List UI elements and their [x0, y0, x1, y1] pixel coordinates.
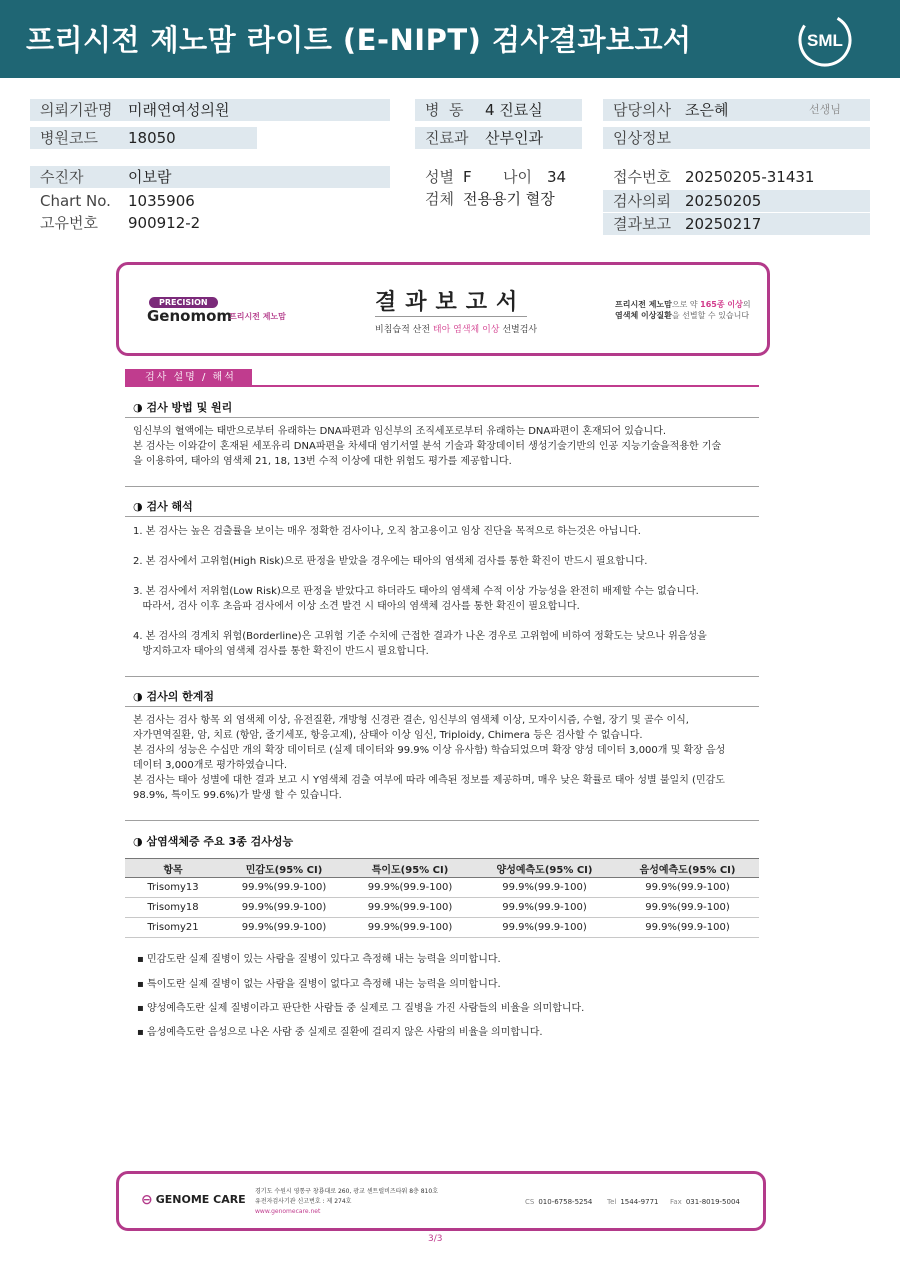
sex-label: 성별: [425, 168, 454, 186]
sml-logo-icon: [797, 12, 853, 68]
ward-label: 병 동: [425, 101, 464, 119]
method-text: [133, 424, 759, 469]
interpretation-line: 1. 본 검사는 높은 검출률을 보이는 매우 정확한 검사이나, 오직 참고용이고 임상 진단을 목적으로 하는것은 아닙니다.: [133, 526, 641, 537]
interpretation-line: 따라서, 검사 이후 초음파 검사에서 이상 소견 발견 시 태아의 염색체 검사를 통한 확진이 필요합니다.: [133, 601, 580, 612]
note-text: 양성예측도란 실제 질병이라고 판단한 사람들 중 실제로 그 질병을 가진 사람들의 비율을 의미합니다.: [146, 1003, 585, 1014]
table-cell: 99.9%(99.9-100): [616, 898, 759, 918]
ward-field: [415, 99, 582, 121]
interpretation-bottom-rule: [125, 676, 759, 677]
table-cell: 99.9%(99.9-100): [221, 898, 347, 918]
card-side-l1a: 프리시전 제노맘: [615, 300, 672, 309]
card-title: 결과보고서: [375, 290, 527, 315]
interpretation-line: 방지하고자 태아의 염색체 검사를 통한 확진이 반드시 필요합니다.: [133, 646, 429, 657]
performance-header-row: [125, 859, 759, 878]
footer-tel: [607, 1198, 659, 1206]
method-rule: [125, 417, 759, 418]
card-subtitle-post: 선별검사: [499, 325, 538, 335]
card-side-l2b: 을 선별할 수 있습니다: [671, 311, 750, 320]
specimen-field: [415, 188, 582, 210]
tel-label: Tel: [607, 1198, 617, 1206]
interpretation-line: 4. 본 검사의 경계치 위험(Borderline)은 고위험 기준 수치에 근접한 결과가 나온 경우로 고위험에 비하여 정확도는 낮으나 위음성을: [133, 631, 707, 642]
interpretation-line: 3. 본 검사에서 저위험(Low Risk)으로 판정을 받았다고 하더라도 태아의 염색체 수적 이상 가능성을 완전히 배제할 수는 없습니다.: [133, 586, 699, 597]
performance-heading-text: 삼염색체증 주요 3종 검사성능: [146, 835, 294, 848]
request-date-value: 20250205: [685, 192, 762, 210]
card-subtitle-highlight: 태아 염색체 이상: [432, 325, 500, 335]
limitations-line: 데이터 3,000개로 평가하였습니다.: [133, 760, 288, 771]
table-row: [125, 918, 759, 938]
limitations-bottom-rule: [125, 820, 759, 821]
page-number: 3/3: [428, 1234, 443, 1244]
hospital-code-value: 18050: [128, 129, 176, 147]
limitations-rule: [125, 706, 759, 707]
interpretation-heading: ◑ 검사 해석: [133, 500, 193, 513]
doctor-field: [603, 99, 870, 121]
specimen-label: 검체: [425, 190, 454, 208]
interpretation-line: 2. 본 검사에서 고위험(High Risk)으로 판정을 받았을 경우에는 태아의 염색체 검사를 통한 확진이 반드시 필요합니다.: [133, 556, 648, 567]
chart-no-label: Chart No.: [40, 192, 111, 210]
card-subtitle-pre: 비침습적 산전: [375, 325, 433, 335]
card-title-divider: [375, 316, 527, 317]
limitations-line: 자가면역질환, 암, 치료 (항암, 줄기세포, 항응고제), 삼태아 이상 임신, Triploidy, Chimera 등은 검사할 수 없습니다.: [133, 730, 643, 741]
method-bottom-rule: [125, 486, 759, 487]
tel-value: 1544-9771: [620, 1198, 659, 1206]
note-item: ▪ 특이도란 실제 질병이 없는 사람을 질병이 없다고 측정해 내는 능력을 의미합니다.: [137, 979, 501, 990]
table-cell: 99.9%(99.9-100): [221, 918, 347, 938]
footer-website: www.genomecare.net: [255, 1208, 321, 1215]
column-header: 특이도(95% CI): [347, 859, 473, 878]
method-line: 본 검사는 이와같이 혼재된 세포유리 DNA파편을 차세대 염기서열 분석 기술과 확장데이터 생성기술기반의 인공 지능기술을적용한 기술: [133, 441, 722, 452]
unique-no-field: [30, 212, 390, 234]
genome-care-logo-text: GENOME CARE: [155, 1193, 246, 1206]
card-side-l2a: 염색체 이상질환: [615, 311, 672, 320]
table-cell: 99.9%(99.9-100): [616, 918, 759, 938]
card-side-l1c: 165종 이상: [700, 300, 743, 309]
institution-value: 미래연여성의원: [128, 101, 230, 119]
department-label: 진료과: [425, 129, 469, 147]
column-header: 양성예측도(95% CI): [473, 859, 616, 878]
note-text: 음성예측도란 음성으로 나온 사람 중 실제로 질환에 걸리지 않은 사람의 비율을 의미합니다.: [146, 1027, 543, 1038]
department-value: 산부인과: [485, 129, 543, 147]
doctor-value: 조은혜: [685, 101, 729, 119]
cs-label: CS: [525, 1198, 535, 1206]
report-date-field: [603, 213, 870, 235]
doctor-suffix: 선생님: [809, 103, 841, 116]
method-line: 임신부의 혈액에는 태반으로부터 유래하는 DNA파편과 임신부의 조직세포로부터 유래하는 DNA파편이 혼재되어 있습니다.: [133, 426, 667, 437]
table-cell: 99.9%(99.9-100): [347, 878, 473, 898]
fax-value: 031-8019-5004: [685, 1198, 740, 1206]
interpretation-heading-text: 검사 해석: [146, 500, 193, 513]
chart-no-field: [30, 190, 390, 212]
clinical-info-label: 임상정보: [613, 129, 671, 147]
limitations-text: [133, 713, 759, 803]
receipt-no-field: [603, 166, 870, 188]
card-subtitle: [375, 322, 537, 335]
footer-address-block: [255, 1187, 438, 1217]
request-date-label: 검사의뢰: [613, 192, 671, 210]
card-side-text: [615, 299, 751, 321]
interpretation-item-1: [133, 524, 759, 539]
receipt-no-label: 접수번호: [613, 168, 671, 186]
hospital-code-field: [30, 127, 257, 149]
genomom-logo: Genomom: [147, 307, 233, 325]
result-report-card: [116, 262, 770, 356]
table-row: [125, 898, 759, 918]
footer-fax: [670, 1198, 740, 1206]
chart-no-value: 1035906: [128, 192, 195, 210]
interpretation-item-2: [133, 554, 759, 569]
report-date-value: 20250217: [685, 215, 762, 233]
report-date-label: 결과보고: [613, 215, 671, 233]
footer-license: 유전자검사기관 신고번호 : 제 274호: [255, 1198, 352, 1205]
unique-no-value: 900912-2: [128, 214, 201, 232]
table-row: [125, 878, 759, 898]
table-cell: 99.9%(99.9-100): [616, 878, 759, 898]
table-cell: 99.9%(99.9-100): [473, 918, 616, 938]
table-cell: Trisomy21: [125, 918, 221, 938]
sex-value: F: [463, 168, 472, 186]
interpretation-item-4: [133, 629, 759, 659]
footer-address: 경기도 수원시 영통구 창룡대로 260, 광교 센트럴비즈타워 8층 810호: [255, 1188, 438, 1195]
fax-label: Fax: [670, 1198, 682, 1206]
limitations-line: 본 검사는 검사 항목 외 염색체 이상, 유전질환, 개방형 신경관 결손, 임신부의 염색체 이상, 모자이시즘, 수혈, 장기 및 골수 이식,: [133, 715, 689, 726]
table-cell: 99.9%(99.9-100): [473, 898, 616, 918]
column-header: 음성예측도(95% CI): [616, 859, 759, 878]
table-cell: 99.9%(99.9-100): [473, 878, 616, 898]
institution-label: 의뢰기관명: [40, 101, 113, 119]
card-side-l1d: 의: [742, 300, 751, 309]
examinee-field: [30, 166, 390, 188]
limitations-line: 본 검사의 성능은 수십만 개의 확장 데이터로 (실제 데이터와 99.9% 이상 유사함) 학습되었으며 확장 양성 데이터 3,000개 및 확장 음성: [133, 745, 726, 756]
section-tab-line: [125, 385, 759, 387]
footer-card: [116, 1171, 766, 1231]
genomom-logo-sub: 프리시전 제노맘: [229, 312, 286, 321]
precision-badge: PRECISION: [149, 297, 218, 308]
genome-care-logo: [141, 1192, 246, 1208]
column-header: 민감도(95% CI): [221, 859, 347, 878]
table-cell: 99.9%(99.9-100): [347, 918, 473, 938]
ward-value: 4 진료실: [485, 101, 543, 119]
sml-logo-text: SML: [807, 31, 843, 50]
performance-heading: ◑ 삼염색체증 주요 3종 검사성능: [133, 835, 294, 848]
interpretation-item-3: [133, 584, 759, 614]
receipt-no-value: 20250205-31431: [685, 168, 815, 186]
card-side-l1b: 으로 약: [671, 300, 701, 309]
note-item: ▪ 음성예측도란 음성으로 나온 사람 중 실제로 질환에 걸리지 않은 사람의 비율을 의미합니다.: [137, 1027, 543, 1038]
unique-no-label: 고유번호: [40, 214, 98, 232]
interpretation-rule: [125, 516, 759, 517]
method-line: 을 이용하여, 태아의 염색체 21, 18, 13번 수적 이상에 대한 위험도 평가를 제공합니다.: [133, 456, 512, 467]
table-cell: Trisomy18: [125, 898, 221, 918]
age-label: 나이: [503, 168, 532, 186]
specimen-value: 전용용기 혈장: [463, 190, 555, 208]
genome-care-logo-icon: ⊖: [141, 1192, 153, 1208]
hospital-code-label: 병원코드: [40, 129, 98, 147]
age-value: 34: [547, 168, 567, 186]
report-title: 프리시전 제노맘 라이트 (E-NIPT) 검사결과보고서: [26, 23, 692, 57]
clinical-info-field: [603, 127, 870, 149]
section-tab: 검사 설명 / 해석: [125, 369, 252, 386]
note-text: 민감도란 실제 질병이 있는 사람을 질병이 있다고 측정해 내는 능력을 의미합니다.: [146, 954, 501, 965]
table-cell: Trisomy13: [125, 878, 221, 898]
method-heading: ◑ 검사 방법 및 원리: [133, 401, 233, 414]
footer-cs: [525, 1198, 592, 1206]
column-header: 항목: [125, 859, 221, 878]
limitations-heading-text: 검사의 한계점: [146, 690, 215, 703]
performance-table: [125, 858, 759, 938]
note-item: ▪ 민감도란 실제 질병이 있는 사람을 질병이 있다고 측정해 내는 능력을 의미합니다.: [137, 954, 501, 965]
limitations-line: 본 검사는 태아 성별에 대한 결과 보고 시 Y염색체 검출 여부에 따라 예측된 정보를 제공하며, 매우 낮은 확률로 태아 성별 불일치 (민감도: [133, 775, 725, 786]
note-item: ▪ 양성예측도란 실제 질병이라고 판단한 사람들 중 실제로 그 질병을 가진 사람들의 비율을 의미합니다.: [137, 1003, 585, 1014]
sex-age-field: [415, 166, 582, 188]
note-text: 특이도란 실제 질병이 없는 사람을 질병이 없다고 측정해 내는 능력을 의미합니다.: [146, 979, 501, 990]
cs-value: 010-6758-5254: [538, 1198, 593, 1206]
department-field: [415, 127, 582, 149]
table-cell: 99.9%(99.9-100): [221, 878, 347, 898]
examinee-value: 이보람: [128, 168, 172, 186]
table-cell: 99.9%(99.9-100): [347, 898, 473, 918]
limitations-line: 98.9%, 특이도 99.6%)가 발생 할 수 있습니다.: [133, 790, 342, 801]
examinee-label: 수진자: [40, 168, 84, 186]
request-date-field: [603, 190, 870, 212]
limitations-heading: ◑ 검사의 한계점: [133, 690, 215, 703]
institution-field: [30, 99, 390, 121]
doctor-label: 담당의사: [613, 101, 671, 119]
report-header-bar: [0, 0, 900, 78]
method-heading-text: 검사 방법 및 원리: [146, 401, 233, 414]
